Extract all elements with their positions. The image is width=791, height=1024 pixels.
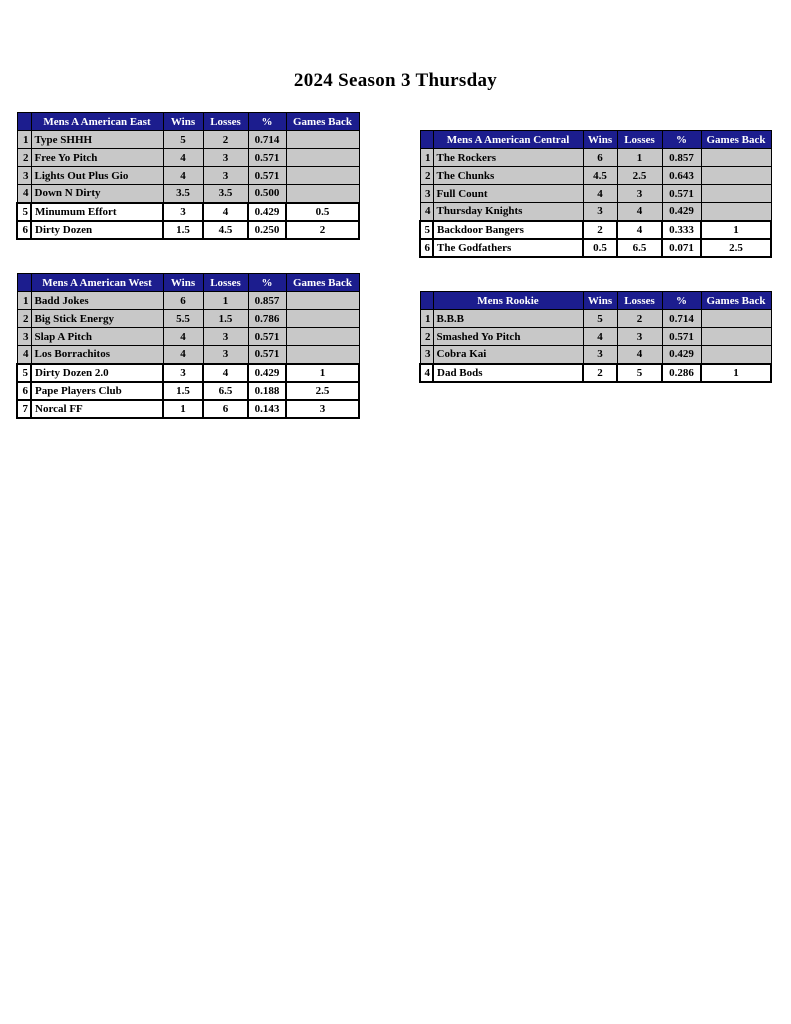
games-back-cell	[701, 167, 771, 185]
column-header-losses: Losses	[617, 292, 662, 310]
rank-cell: 3	[17, 328, 31, 346]
rank-cell: 2	[420, 167, 433, 185]
column-header-games-back: Games Back	[286, 274, 359, 292]
pct-cell: 0.714	[248, 131, 286, 149]
losses-cell: 3	[617, 328, 662, 346]
games-back-cell: 1	[701, 221, 771, 239]
losses-cell: 3.5	[203, 185, 248, 203]
team-name-cell: Lights Out Plus Gio	[31, 167, 163, 185]
rank-cell: 1	[17, 131, 31, 149]
team-row	[17, 292, 359, 310]
team-name-cell: Dad Bods	[433, 364, 583, 382]
games-back-cell	[286, 185, 359, 203]
wins-cell: 5	[163, 131, 203, 149]
team-name-cell: Pape Players Club	[31, 382, 163, 400]
team-name-cell: Backdoor Bangers	[433, 221, 583, 239]
rank-cell: 4	[17, 185, 31, 203]
column-header-pct: %	[248, 113, 286, 131]
team-name-cell: Los Borrachitos	[31, 346, 163, 364]
pct-cell: 0.429	[662, 203, 701, 221]
games-back-cell	[286, 131, 359, 149]
team-row	[17, 185, 359, 203]
rank-cell: 2	[420, 328, 433, 346]
corner-cell	[420, 131, 433, 149]
games-back-cell: 2.5	[701, 239, 771, 257]
pct-cell: 0.714	[662, 310, 701, 328]
team-row	[420, 167, 771, 185]
rank-cell: 4	[17, 346, 31, 364]
rank-cell: 3	[420, 346, 433, 364]
pct-cell: 0.250	[248, 221, 286, 239]
team-name-cell: Badd Jokes	[31, 292, 163, 310]
team-row	[420, 221, 771, 239]
pct-cell: 0.571	[662, 328, 701, 346]
column-header-pct: %	[662, 292, 701, 310]
losses-cell: 4	[617, 346, 662, 364]
team-name-cell: Norcal FF	[31, 400, 163, 418]
rank-cell: 3	[17, 167, 31, 185]
games-back-cell	[286, 328, 359, 346]
team-name-cell: Cobra Kai	[433, 346, 583, 364]
team-row	[420, 149, 771, 167]
pct-cell: 0.571	[662, 185, 701, 203]
games-back-cell: 3	[286, 400, 359, 418]
team-row	[17, 167, 359, 185]
wins-cell: 3	[583, 203, 617, 221]
pct-cell: 0.786	[248, 310, 286, 328]
column-header-wins: Wins	[163, 113, 203, 131]
team-row	[17, 131, 359, 149]
team-name-cell: Type SHHH	[31, 131, 163, 149]
table-title: Mens A American Central	[433, 131, 583, 149]
team-name-cell: B.B.B	[433, 310, 583, 328]
wins-cell: 4	[163, 149, 203, 167]
team-name-cell: Thursday Knights	[433, 203, 583, 221]
team-row	[17, 203, 359, 221]
rank-cell: 2	[17, 310, 31, 328]
losses-cell: 4	[203, 203, 248, 221]
rank-cell: 1	[420, 149, 433, 167]
losses-cell: 4.5	[203, 221, 248, 239]
team-name-cell: The Chunks	[433, 167, 583, 185]
team-row	[420, 239, 771, 257]
rank-cell: 6	[420, 239, 433, 257]
pct-cell: 0.429	[248, 364, 286, 382]
rank-cell: 2	[17, 149, 31, 167]
wins-cell: 6	[583, 149, 617, 167]
team-row	[420, 346, 771, 364]
team-row	[420, 328, 771, 346]
rank-cell: 4	[420, 203, 433, 221]
team-name-cell: Dirty Dozen 2.0	[31, 364, 163, 382]
losses-cell: 1.5	[203, 310, 248, 328]
page-title: 2024 Season 3 Thursday	[293, 70, 498, 91]
wins-cell: 3	[583, 346, 617, 364]
wins-cell: 6	[163, 292, 203, 310]
team-name-cell: The Rockers	[433, 149, 583, 167]
column-header-wins: Wins	[163, 274, 203, 292]
losses-cell: 1	[617, 149, 662, 167]
rank-cell: 5	[17, 364, 31, 382]
rank-cell: 6	[17, 382, 31, 400]
team-row	[17, 346, 359, 364]
column-header-games-back: Games Back	[701, 131, 771, 149]
losses-cell: 6	[203, 400, 248, 418]
header-row	[17, 113, 359, 131]
pct-cell: 0.857	[662, 149, 701, 167]
wins-cell: 3.5	[163, 185, 203, 203]
team-row	[17, 310, 359, 328]
header-row	[420, 292, 771, 310]
corner-cell	[17, 113, 31, 131]
team-row	[17, 364, 359, 382]
column-header-wins: Wins	[583, 292, 617, 310]
pct-cell: 0.571	[248, 149, 286, 167]
wins-cell: 1	[163, 400, 203, 418]
pct-cell: 0.429	[248, 203, 286, 221]
losses-cell: 3	[617, 185, 662, 203]
losses-cell: 3	[203, 167, 248, 185]
team-row	[420, 364, 771, 382]
wins-cell: 4.5	[583, 167, 617, 185]
losses-cell: 1	[203, 292, 248, 310]
losses-cell: 3	[203, 346, 248, 364]
header-row	[420, 131, 771, 149]
losses-cell: 6.5	[203, 382, 248, 400]
team-row	[420, 310, 771, 328]
losses-cell: 4	[617, 203, 662, 221]
rank-cell: 5	[420, 221, 433, 239]
losses-cell: 3	[203, 328, 248, 346]
wins-cell: 1.5	[163, 221, 203, 239]
team-name-cell: Big Stick Energy	[31, 310, 163, 328]
rank-cell: 3	[420, 185, 433, 203]
team-row	[17, 400, 359, 418]
column-header-losses: Losses	[617, 131, 662, 149]
rank-cell: 6	[17, 221, 31, 239]
games-back-cell: 0.5	[286, 203, 359, 221]
games-back-cell: 2.5	[286, 382, 359, 400]
wins-cell: 5.5	[163, 310, 203, 328]
rank-cell: 7	[17, 400, 31, 418]
games-back-cell	[286, 167, 359, 185]
standings-table-mens-a-american-west	[16, 273, 360, 419]
team-row	[17, 149, 359, 167]
wins-cell: 5	[583, 310, 617, 328]
team-name-cell: Full Count	[433, 185, 583, 203]
team-row	[17, 221, 359, 239]
pct-cell: 0.143	[248, 400, 286, 418]
wins-cell: 4	[583, 185, 617, 203]
standings-table-mens-a-american-central	[419, 130, 772, 258]
pct-cell: 0.857	[248, 292, 286, 310]
team-name-cell: Minumum Effort	[31, 203, 163, 221]
wins-cell: 1.5	[163, 382, 203, 400]
table-title: Mens Rookie	[433, 292, 583, 310]
pct-cell: 0.333	[662, 221, 701, 239]
wins-cell: 4	[163, 346, 203, 364]
losses-cell: 2	[617, 310, 662, 328]
wins-cell: 4	[163, 167, 203, 185]
wins-cell: 4	[163, 328, 203, 346]
column-header-wins: Wins	[583, 131, 617, 149]
losses-cell: 5	[617, 364, 662, 382]
team-name-cell: Free Yo Pitch	[31, 149, 163, 167]
pct-cell: 0.643	[662, 167, 701, 185]
pct-cell: 0.286	[662, 364, 701, 382]
team-row	[17, 382, 359, 400]
games-back-cell	[286, 346, 359, 364]
standings-table-mens-rookie	[419, 291, 772, 383]
corner-cell	[17, 274, 31, 292]
games-back-cell	[701, 185, 771, 203]
losses-cell: 6.5	[617, 239, 662, 257]
games-back-cell	[701, 346, 771, 364]
pct-cell: 0.429	[662, 346, 701, 364]
team-name-cell: Down N Dirty	[31, 185, 163, 203]
column-header-losses: Losses	[203, 113, 248, 131]
games-back-cell	[701, 203, 771, 221]
table-title: Mens A American West	[31, 274, 163, 292]
wins-cell: 4	[583, 328, 617, 346]
games-back-cell	[701, 149, 771, 167]
rank-cell: 4	[420, 364, 433, 382]
column-header-games-back: Games Back	[286, 113, 359, 131]
corner-cell	[420, 292, 433, 310]
pct-cell: 0.188	[248, 382, 286, 400]
team-row	[420, 203, 771, 221]
column-header-losses: Losses	[203, 274, 248, 292]
team-name-cell: The Godfathers	[433, 239, 583, 257]
games-back-cell: 1	[701, 364, 771, 382]
wins-cell: 3	[163, 364, 203, 382]
games-back-cell	[286, 149, 359, 167]
table-title: Mens A American East	[31, 113, 163, 131]
column-header-games-back: Games Back	[701, 292, 771, 310]
column-header-pct: %	[248, 274, 286, 292]
wins-cell: 2	[583, 364, 617, 382]
team-name-cell: Smashed Yo Pitch	[433, 328, 583, 346]
losses-cell: 2.5	[617, 167, 662, 185]
losses-cell: 4	[203, 364, 248, 382]
rank-cell: 5	[17, 203, 31, 221]
wins-cell: 0.5	[583, 239, 617, 257]
games-back-cell: 1	[286, 364, 359, 382]
team-name-cell: Slap A Pitch	[31, 328, 163, 346]
team-name-cell: Dirty Dozen	[31, 221, 163, 239]
column-header-pct: %	[662, 131, 701, 149]
rank-cell: 1	[420, 310, 433, 328]
rank-cell: 1	[17, 292, 31, 310]
pct-cell: 0.071	[662, 239, 701, 257]
games-back-cell: 2	[286, 221, 359, 239]
losses-cell: 4	[617, 221, 662, 239]
pct-cell: 0.571	[248, 328, 286, 346]
games-back-cell	[701, 328, 771, 346]
games-back-cell	[286, 310, 359, 328]
standings-table-mens-a-american-east	[16, 112, 360, 240]
games-back-cell	[286, 292, 359, 310]
header-row	[17, 274, 359, 292]
losses-cell: 2	[203, 131, 248, 149]
pct-cell: 0.500	[248, 185, 286, 203]
wins-cell: 3	[163, 203, 203, 221]
wins-cell: 2	[583, 221, 617, 239]
games-back-cell	[701, 310, 771, 328]
team-row	[17, 328, 359, 346]
pct-cell: 0.571	[248, 346, 286, 364]
team-row	[420, 185, 771, 203]
pct-cell: 0.571	[248, 167, 286, 185]
losses-cell: 3	[203, 149, 248, 167]
